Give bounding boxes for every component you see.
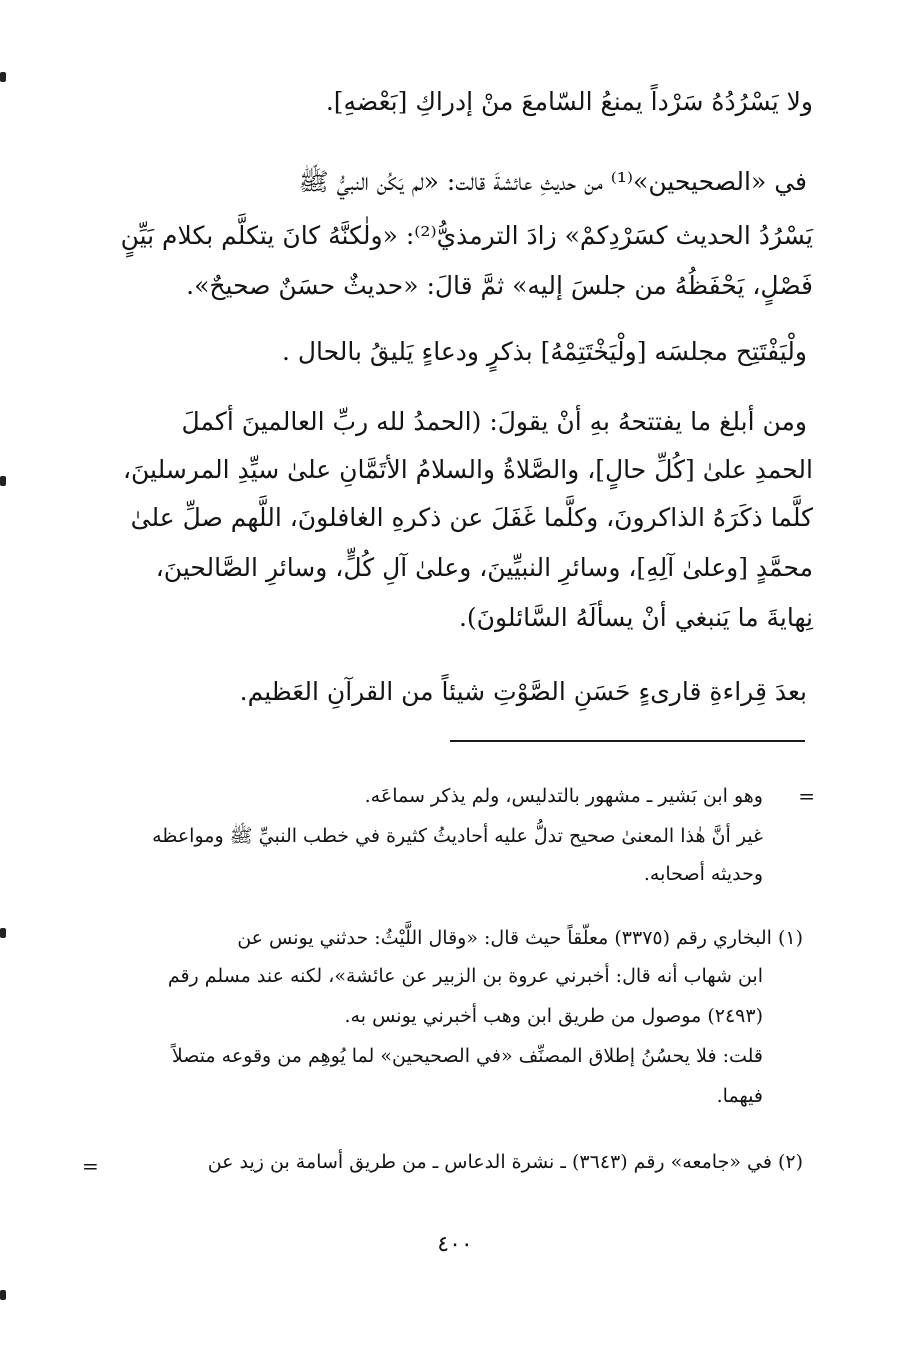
main-line-5: ولْيَفْتَتِح مجلسَه [ولْيَخْتَتِمْهُ] بذكرٍ ودعاءٍ يَليقُ بالحال . <box>281 337 807 366</box>
footnote-1-line-3: (٢٤٩٣) موصول من طريق ابن وهب أخبرني يونس به. <box>344 1005 763 1027</box>
scan-mark <box>0 1290 6 1300</box>
footnote-1-line-4: قلت: فلا يحسُنُ إطلاق المصنِّف «في الصحيحين» لما يُوهِم من وقوعه متصلاً <box>171 1045 763 1067</box>
main-line-7: الحمدِ علىٰ [كُلِّ حالٍ]، والصَّلاةُ والسلامُ الأتَمَّانِ علىٰ سيِّدِ المرسلينَ، <box>122 455 813 484</box>
main-line-11: بعدَ قِراءةِ قارىءٍ حَسَنِ الصَّوْتِ شيئاً من القرآنِ العَظيم. <box>239 677 807 706</box>
scan-mark <box>0 72 6 82</box>
main-line-2: في «الصحيحين»⁽¹⁾ من حديثِ عائشةَ قالت: «لم يَكُن النبيُّ ﷺ <box>298 167 807 196</box>
next-page-marker: = <box>82 1154 99 1178</box>
main-line-10: نِهايةَ ما يَنبغي أنْ يسألَهُ السَّائلونَ). <box>458 603 813 632</box>
main-line-4: فَصْلٍ، يَحْفَظُهُ من جلسَ إليه» ثمَّ قالَ: «حديثٌ حسَنٌ صحيحٌ». <box>186 271 813 300</box>
footnote-cont-line-2: غير أنَّ هٰذا المعنىٰ صحيح تدلُّ عليه أحاديثُ كثيرة في خطب النبيِّ ﷺ ومواعظه <box>152 825 763 847</box>
main-line-3: يَسْرُدُ الحديث كسَرْدِكمْ» زادَ الترمذيُّ⁽²⁾: «ولٰكنَّهُ كانَ يتكلَّم بكلام بَيِّنٍ <box>120 221 813 250</box>
main-line-1: ولا يَسْرُدُهُ سَرْداً يمنعُ السّامعَ منْ إدراكِ [بَعْضهِ]. <box>325 87 813 116</box>
footnote-cont-line-3: وحديثه أصحابه. <box>643 863 763 885</box>
main-line-6: ومن أبلغ ما يفتتحهُ بهِ أنْ يقولَ: (الحمدُ لله ربِّ العالمينَ أكملَ <box>181 407 807 436</box>
footnote-1-line-1: (١) البخاري رقم (٣٣٧٥) معلّقاً حيث قال: «وقال اللَّيْثُ: حدثني يونس عن <box>237 927 803 949</box>
page-number: ٤٠٠ <box>437 1232 473 1257</box>
footnote-separator <box>450 740 805 742</box>
continuation-marker: = <box>798 784 815 808</box>
main-line-8: كلَّما ذكَرَهُ الذاكرونَ، وكلَّما غَفَلَ عن ذكرهِ الغافلونَ، اللَّهم صلِّ علىٰ <box>130 503 813 532</box>
footnote-1-line-2: ابن شهاب أنه قال: أخبرني عروة بن الزبير عن عائشة»، لكنه عند مسلم رقم <box>167 965 763 987</box>
footnote-2-line-1: (٢) في «جامعه» رقم (٣٦٤٣) ـ نشرة الدعاس ـ من طريق أسامة بن زيد عن <box>207 1151 803 1173</box>
scan-mark <box>0 476 6 486</box>
main-line-9: محمَّدٍ [وعلىٰ آلِهِ]، وسائرِ النبيِّينَ، وعلىٰ آلِ كُلٍّ، وسائرِ الصَّالحينَ، <box>155 553 813 582</box>
scan-mark <box>0 928 6 938</box>
footnote-cont-line-1: وهو ابن بَشير ـ مشهور بالتدليس، ولم يذكر سماعَه. <box>364 785 763 807</box>
footnote-1-line-5: فيهما. <box>716 1085 763 1107</box>
